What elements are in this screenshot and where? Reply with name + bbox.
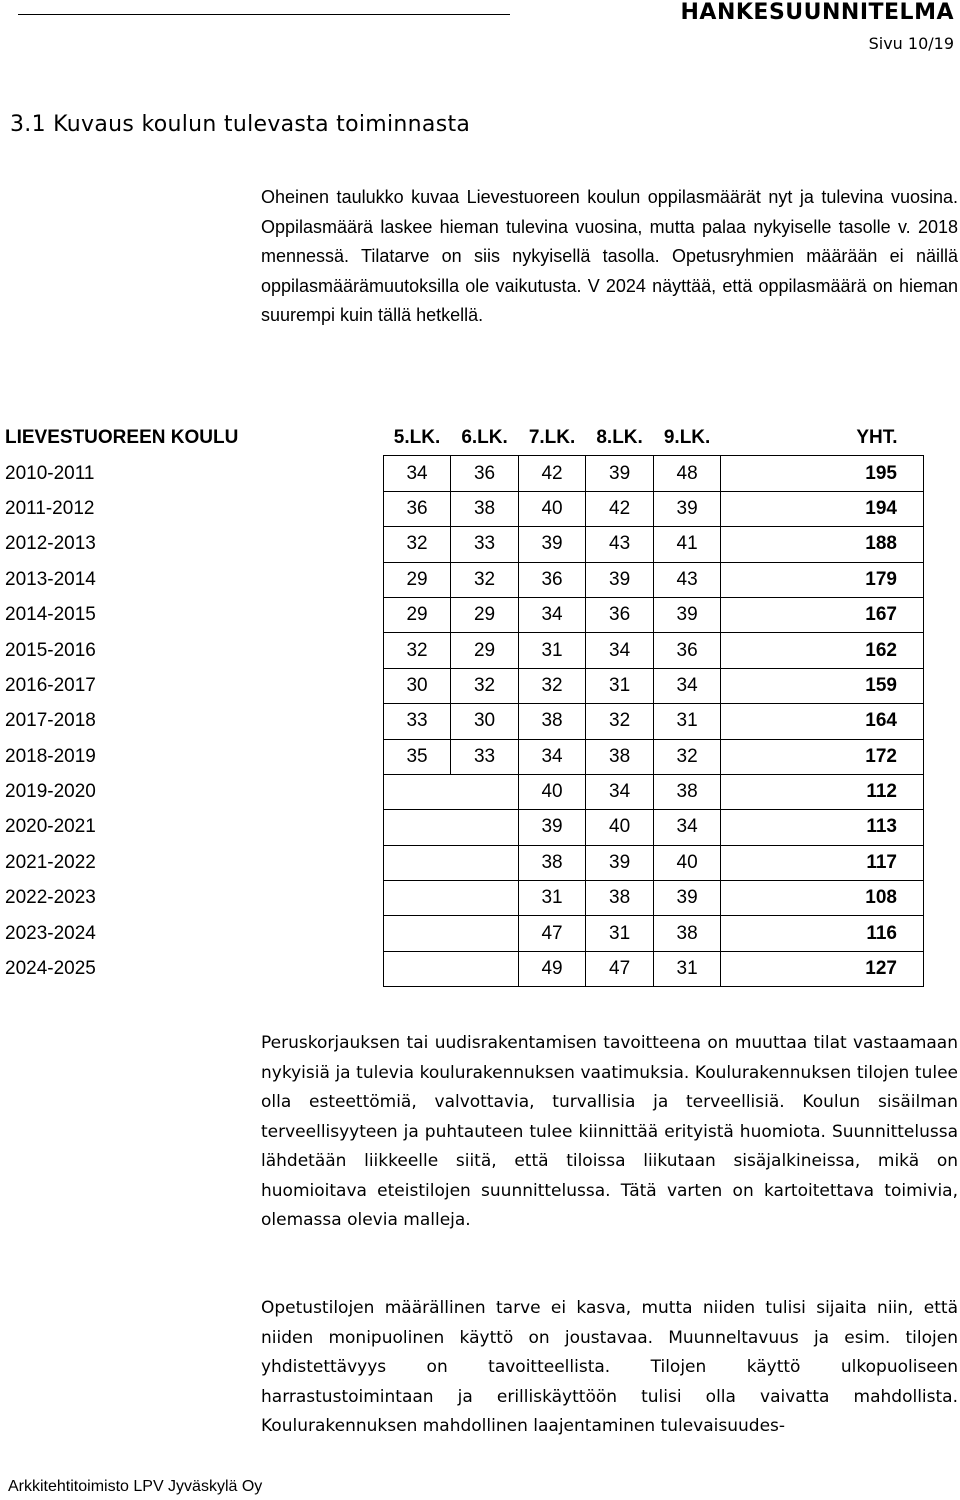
year-cell: 2018-2019 xyxy=(5,739,383,774)
grade-cell-6 xyxy=(451,774,519,809)
table-row xyxy=(5,456,924,491)
grade-cell-7: 31 xyxy=(518,881,586,916)
grade-cell-8: 39 xyxy=(586,456,654,491)
grade-cell-9: 34 xyxy=(653,668,721,703)
year-cell: 2010-2011 xyxy=(5,456,383,491)
grade-cell-5 xyxy=(383,951,451,986)
table-row xyxy=(5,739,924,774)
year-cell: 2020-2021 xyxy=(5,810,383,845)
table-row xyxy=(5,774,924,809)
header-grade-8: 8.LK. xyxy=(596,427,643,449)
table-body xyxy=(5,456,924,987)
header-grade-5: 5.LK. xyxy=(393,427,441,449)
grade-cell-7: 42 xyxy=(518,456,586,491)
grade-cell-6: 32 xyxy=(451,562,519,597)
grade-cell-8: 40 xyxy=(586,810,654,845)
year-cell: 2015-2016 xyxy=(5,633,383,668)
grade-cell-5: 32 xyxy=(383,633,451,668)
total-cell: 172 xyxy=(721,739,924,774)
table-row xyxy=(5,527,924,562)
total-cell: 188 xyxy=(721,527,924,562)
grade-cell-6 xyxy=(451,881,519,916)
grade-cell-5: 33 xyxy=(383,704,451,739)
total-cell: 159 xyxy=(721,668,924,703)
grade-cell-8: 34 xyxy=(586,774,654,809)
grade-cell-6 xyxy=(451,845,519,880)
grade-cell-6: 33 xyxy=(451,739,519,774)
grade-cell-9: 39 xyxy=(653,491,721,526)
year-cell: 2017-2018 xyxy=(5,704,383,739)
grade-cell-5: 34 xyxy=(383,456,451,491)
grade-cell-9: 31 xyxy=(653,704,721,739)
grade-cell-7: 36 xyxy=(518,562,586,597)
grade-cell-8: 34 xyxy=(586,633,654,668)
table-row xyxy=(5,845,924,880)
grade-cell-8: 36 xyxy=(586,597,654,632)
grade-cell-6: 32 xyxy=(451,668,519,703)
grade-cell-9: 36 xyxy=(653,633,721,668)
header-grade-9: 9.LK. xyxy=(663,427,711,449)
table-row xyxy=(5,668,924,703)
year-cell: 2013-2014 xyxy=(5,562,383,597)
year-cell: 2016-2017 xyxy=(5,668,383,703)
header-total: YHT. xyxy=(856,427,898,449)
grade-cell-7: 47 xyxy=(518,916,586,951)
year-cell: 2021-2022 xyxy=(5,845,383,880)
grade-cell-5 xyxy=(383,810,451,845)
total-cell: 167 xyxy=(721,597,924,632)
grade-cell-9: 31 xyxy=(653,951,721,986)
grade-cell-6 xyxy=(451,951,519,986)
total-cell: 112 xyxy=(721,774,924,809)
grade-cell-8: 31 xyxy=(586,668,654,703)
grade-cell-9: 43 xyxy=(653,562,721,597)
grade-cell-8: 39 xyxy=(586,562,654,597)
grade-cell-7: 40 xyxy=(518,491,586,526)
grade-cell-8: 31 xyxy=(586,916,654,951)
grade-cell-6: 29 xyxy=(451,633,519,668)
table-header-row xyxy=(5,421,924,456)
year-cell: 2019-2020 xyxy=(5,774,383,809)
grade-cell-5: 29 xyxy=(383,597,451,632)
table-row xyxy=(5,562,924,597)
year-cell: 2023-2024 xyxy=(5,916,383,951)
table-row xyxy=(5,597,924,632)
grade-cell-7: 34 xyxy=(518,597,586,632)
grade-cell-9: 39 xyxy=(653,881,721,916)
grade-cell-6: 36 xyxy=(451,456,519,491)
grade-cell-6: 33 xyxy=(451,527,519,562)
total-cell: 127 xyxy=(721,951,924,986)
teaching-space-paragraph: Opetustilojen määrällinen tarve ei kasva, mutta niiden tulisi sijaita niin, että niiden monipuolinen käyttö on joustavaa. Muunneltavuus ja esim. tilojen yhdistettävyys on tavoitteellista. Tilojen käyttö ulkopuoliseen harrastustoimintaan ja erilliskäyttöön tulisi olla vaivatta mahdollista. Koulurakennuksen mahdollinen laajentaminen tulevaisuudes- xyxy=(261,1298,958,1436)
grade-cell-9: 39 xyxy=(653,597,721,632)
grade-cell-7: 38 xyxy=(518,704,586,739)
table-row xyxy=(5,881,924,916)
grade-cell-7: 34 xyxy=(518,739,586,774)
grade-cell-8: 38 xyxy=(586,881,654,916)
table-row xyxy=(5,491,924,526)
grade-cell-8: 42 xyxy=(586,491,654,526)
document-title: HANKESUUNNITELMA xyxy=(680,0,954,25)
grade-cell-6: 30 xyxy=(451,704,519,739)
grade-cell-8: 47 xyxy=(586,951,654,986)
grade-cell-9: 32 xyxy=(653,739,721,774)
grade-cell-7: 32 xyxy=(518,668,586,703)
grade-cell-7: 40 xyxy=(518,774,586,809)
grade-cell-9: 41 xyxy=(653,527,721,562)
grade-cell-5 xyxy=(383,845,451,880)
total-cell: 195 xyxy=(721,456,924,491)
total-cell: 164 xyxy=(721,704,924,739)
grade-cell-5: 30 xyxy=(383,668,451,703)
header-grade-7: 7.LK. xyxy=(528,427,576,449)
table-row xyxy=(5,704,924,739)
grade-cell-5: 32 xyxy=(383,527,451,562)
grade-cell-8: 38 xyxy=(586,739,654,774)
grade-cell-6 xyxy=(451,916,519,951)
grade-cell-7: 39 xyxy=(518,810,586,845)
grade-cell-9: 40 xyxy=(653,845,721,880)
header-rule xyxy=(18,14,510,15)
enrollment-table xyxy=(5,421,924,987)
grade-cell-9: 38 xyxy=(653,774,721,809)
grade-cell-5: 29 xyxy=(383,562,451,597)
grade-cell-9: 48 xyxy=(653,456,721,491)
table-row xyxy=(5,916,924,951)
grade-cell-7: 38 xyxy=(518,845,586,880)
grade-cell-6: 38 xyxy=(451,491,519,526)
footer-company: Arkkitehtitoimisto LPV Jyväskylä Oy xyxy=(8,1478,263,1495)
total-cell: 162 xyxy=(721,633,924,668)
grade-cell-8: 39 xyxy=(586,845,654,880)
table-row xyxy=(5,810,924,845)
grade-cell-8: 43 xyxy=(586,527,654,562)
grade-cell-6 xyxy=(451,810,519,845)
section-title: 3.1 Kuvaus koulun tulevasta toiminnasta xyxy=(10,112,471,137)
grade-cell-5 xyxy=(383,881,451,916)
year-cell: 2011-2012 xyxy=(5,491,383,526)
year-cell: 2012-2013 xyxy=(5,527,383,562)
grade-cell-8: 32 xyxy=(586,704,654,739)
year-cell: 2024-2025 xyxy=(5,951,383,986)
grade-cell-9: 34 xyxy=(653,810,721,845)
grade-cell-5 xyxy=(383,916,451,951)
grade-cell-5: 36 xyxy=(383,491,451,526)
page-number: Sivu 10/19 xyxy=(868,34,954,53)
total-cell: 179 xyxy=(721,562,924,597)
grade-cell-5: 35 xyxy=(383,739,451,774)
table-row xyxy=(5,951,924,986)
intro-paragraph: Oheinen taulukko kuvaa Lievestuoreen koulun oppilasmäärät nyt ja tulevina vuosina. Oppilasmäärä laskee hieman tulevina vuosina, mutta palaa nykyiselle tasolle v. 2018 mennessä. Tilatarve on siis nykyisellä tasolla. Opetusryhmien määrään ei näillä oppilasmäärämuutoksilla ole vaikutusta. V 2024 näyttää, että oppilasmäärä on hieman suurempi kuin tällä hetkellä. xyxy=(261,187,958,325)
header-grade-6: 6.LK. xyxy=(461,427,508,449)
year-cell: 2022-2023 xyxy=(5,881,383,916)
grade-cell-9: 38 xyxy=(653,916,721,951)
grade-cell-7: 49 xyxy=(518,951,586,986)
year-cell: 2014-2015 xyxy=(5,597,383,632)
total-cell: 116 xyxy=(721,916,924,951)
grade-cell-6: 29 xyxy=(451,597,519,632)
header-school: LIEVESTUOREEN KOULU xyxy=(5,427,239,449)
grade-cell-5 xyxy=(383,774,451,809)
total-cell: 108 xyxy=(721,881,924,916)
total-cell: 194 xyxy=(721,491,924,526)
grade-cell-7: 39 xyxy=(518,527,586,562)
total-cell: 117 xyxy=(721,845,924,880)
grade-cell-7: 31 xyxy=(518,633,586,668)
renovation-paragraph: Peruskorjauksen tai uudisrakentamisen tavoitteena on muuttaa tilat vastaamaan nykyisiä ja tulevia koulurakennuksen vaatimuksia. Koulurakennuksen tilojen tulee olla esteettömiä, valvottavia, turvallisia ja terveellisiä. Koulun sisäilman terveellisyyteen ja puhtauteen tulee kiinnittää erityistä huomiota. Suunnittelussa lähdetään liikkeelle siitä, että tiloissa liikutaan sisäjalkineissa, mikä on huomioitava eteistilojen suunnittelussa. Tätä varten on kartoitettava toimivia, olemassa olevia malleja. xyxy=(261,1033,958,1230)
total-cell: 113 xyxy=(721,810,924,845)
table-row xyxy=(5,633,924,668)
